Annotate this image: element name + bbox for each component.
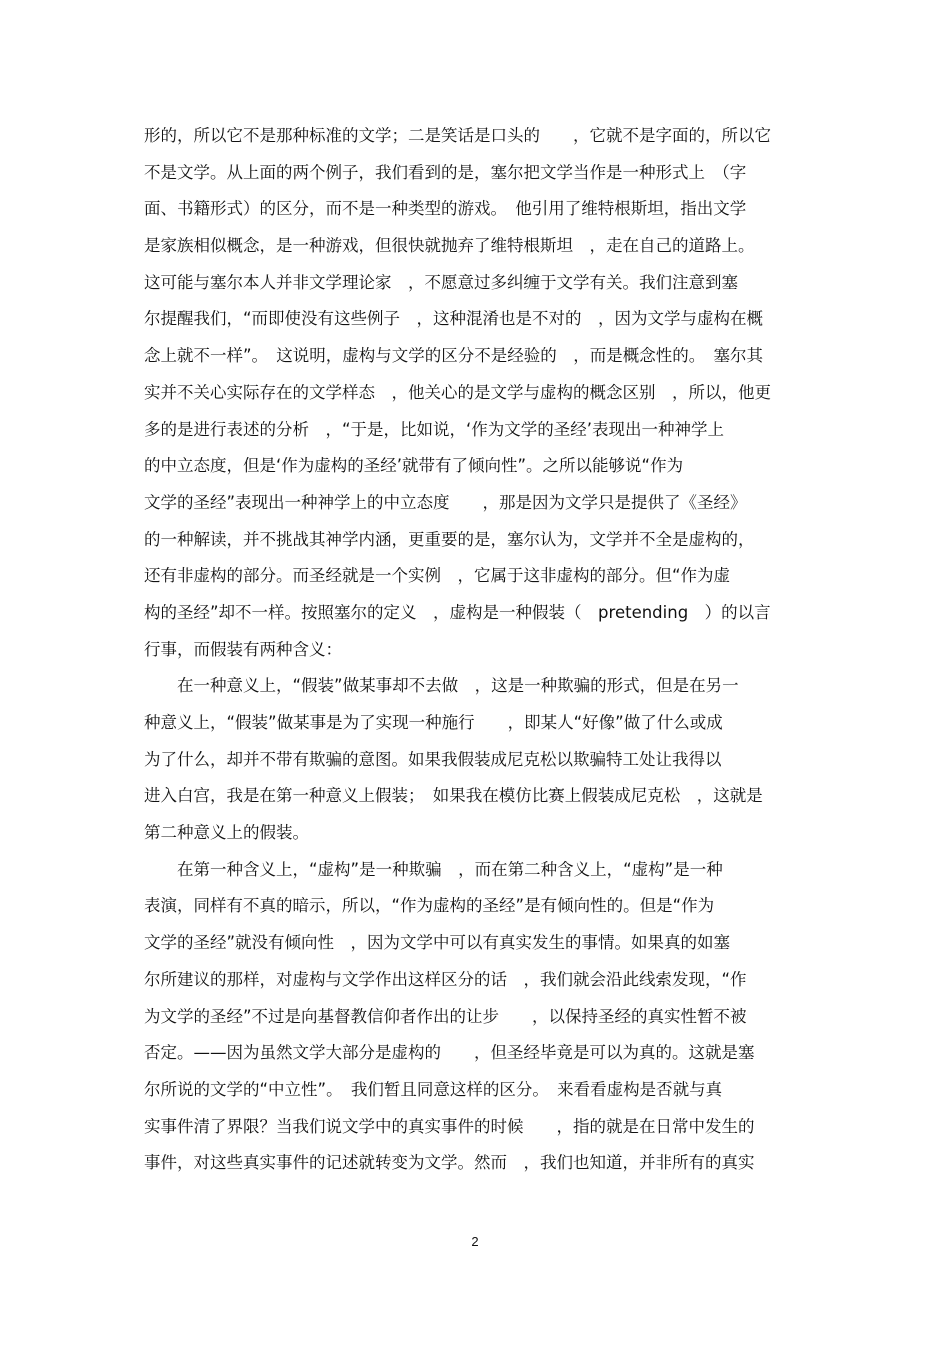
text-line: 尔所说的文学的“中立性”。 我们暂且同意这样的区分。 来看看虚构是否就与真 bbox=[144, 1079, 723, 1099]
text-line: 尔提醒我们，“而即使没有这些例子 ，这种混淆也是不对的 ，因为文学与虚构在概 bbox=[144, 309, 764, 329]
text-line: 面、书籍形式）的区分，而不是一种类型的游戏。 他引用了维特根斯坦，指出文学 bbox=[144, 199, 747, 219]
text-line: 还有非虚构的部分。而圣经就是一个实例 ，它属于这非虚构的部分。但“作为虚 bbox=[144, 566, 731, 586]
text-line: 文学的圣经”表现出一种神学上的中立态度 ，那是因为文学只是提供了《圣经》 bbox=[144, 492, 747, 512]
text-line: 事件，对这些真实事件的记述就转变为文学。然而 ，我们也知道，并非所有的真实 bbox=[144, 1153, 755, 1173]
text-line: 是家族相似概念，是一种游戏，但很快就抛弃了维特根斯坦 ，走在自己的道路上。 bbox=[144, 236, 755, 256]
text-line: 种意义上，“假装”做某事是为了实现一种施行 ，即某人“好像”做了什么或成 bbox=[144, 713, 723, 732]
text-line: 构的圣经”却不一样。按照塞尔的定义 ，虚构是一种假装（ pretending ）的以言 bbox=[144, 602, 771, 622]
text-line: 尔所建议的那样，对虚构与文学作出这样区分的话 ，我们就会沿此线索发现，“作 bbox=[144, 969, 747, 989]
text-line: 念上就不一样”。 这说明，虚构与文学的区分不是经验的 ，而是概念性的。 塞尔其 bbox=[144, 346, 764, 366]
body-text bbox=[144, 118, 814, 1182]
text-line: 形的，所以它不是那种标准的文学；二是笑话是口头的 ，它就不是字面的，所以它 bbox=[144, 126, 771, 145]
text-line: 的一种解读，并不挑战其神学内涵，更重要的是，塞尔认为，文学并不全是虚构的， bbox=[144, 529, 755, 549]
text-line: 这可能与塞尔本人并非文学理论家 ，不愿意过多纠缠于文学有关。我们注意到塞 bbox=[144, 272, 738, 292]
text-line: 多的是进行表述的分析 ，“于是，比如说，‘作为文学的圣经’表现出一种神学上 bbox=[144, 419, 725, 439]
text-line: 文学的圣经”就没有倾向性 ，因为文学中可以有真实发生的事情。如果真的如塞 bbox=[144, 933, 731, 953]
text-line: 在第一种含义上，“虚构”是一种欺骗 ，而在第二种含义上，“虚构”是一种 bbox=[144, 859, 723, 879]
text-line: 为文学的圣经”不过是向基督教信仰者作出的让步 ，以保持圣经的真实性暂不被 bbox=[144, 1006, 747, 1026]
text-line: 实事件清了界限？当我们说文学中的真实事件的时候 ，指的就是在日常中发生的 bbox=[144, 1116, 755, 1136]
text-line: 为了什么，却并不带有欺骗的意图。如果我假装成尼克松以欺骗特工处让我得以 bbox=[144, 749, 722, 769]
text-line: 否定。——因为虽然文学大部分是虚构的 ，但圣经毕竟是可以为真的。这就是塞 bbox=[144, 1043, 755, 1063]
text-line: 实并不关心实际存在的文学样态 ，他关心的是文学与虚构的概念区别 ，所以，他更 bbox=[144, 382, 771, 402]
text-line: 不是文学。从上面的两个例子，我们看到的是，塞尔把文学当作是一种形式上 （字 bbox=[144, 162, 747, 182]
text-line: 的中立态度，但是‘作为虚构的圣经’就带有了倾向性”。之所以能够说“作为 bbox=[144, 456, 684, 476]
page-number: 2 bbox=[471, 1234, 479, 1249]
text-line: 行事，而假装有两种含义： bbox=[144, 639, 342, 659]
text-line: 进入白宫，我是在第一种意义上假装； 如果我在模仿比赛上假装成尼克松 ，这就是 bbox=[144, 786, 763, 806]
text-line: 在一种意义上，“假装”做某事却不去做 ，这是一种欺骗的形式，但是在另一 bbox=[144, 676, 739, 696]
text-line: 表演，同样有不真的暗示，所以，“作为虚构的圣经”是有倾向性的。但是“作为 bbox=[144, 896, 715, 916]
text-line: 第二种意义上的假装。 bbox=[144, 823, 309, 843]
